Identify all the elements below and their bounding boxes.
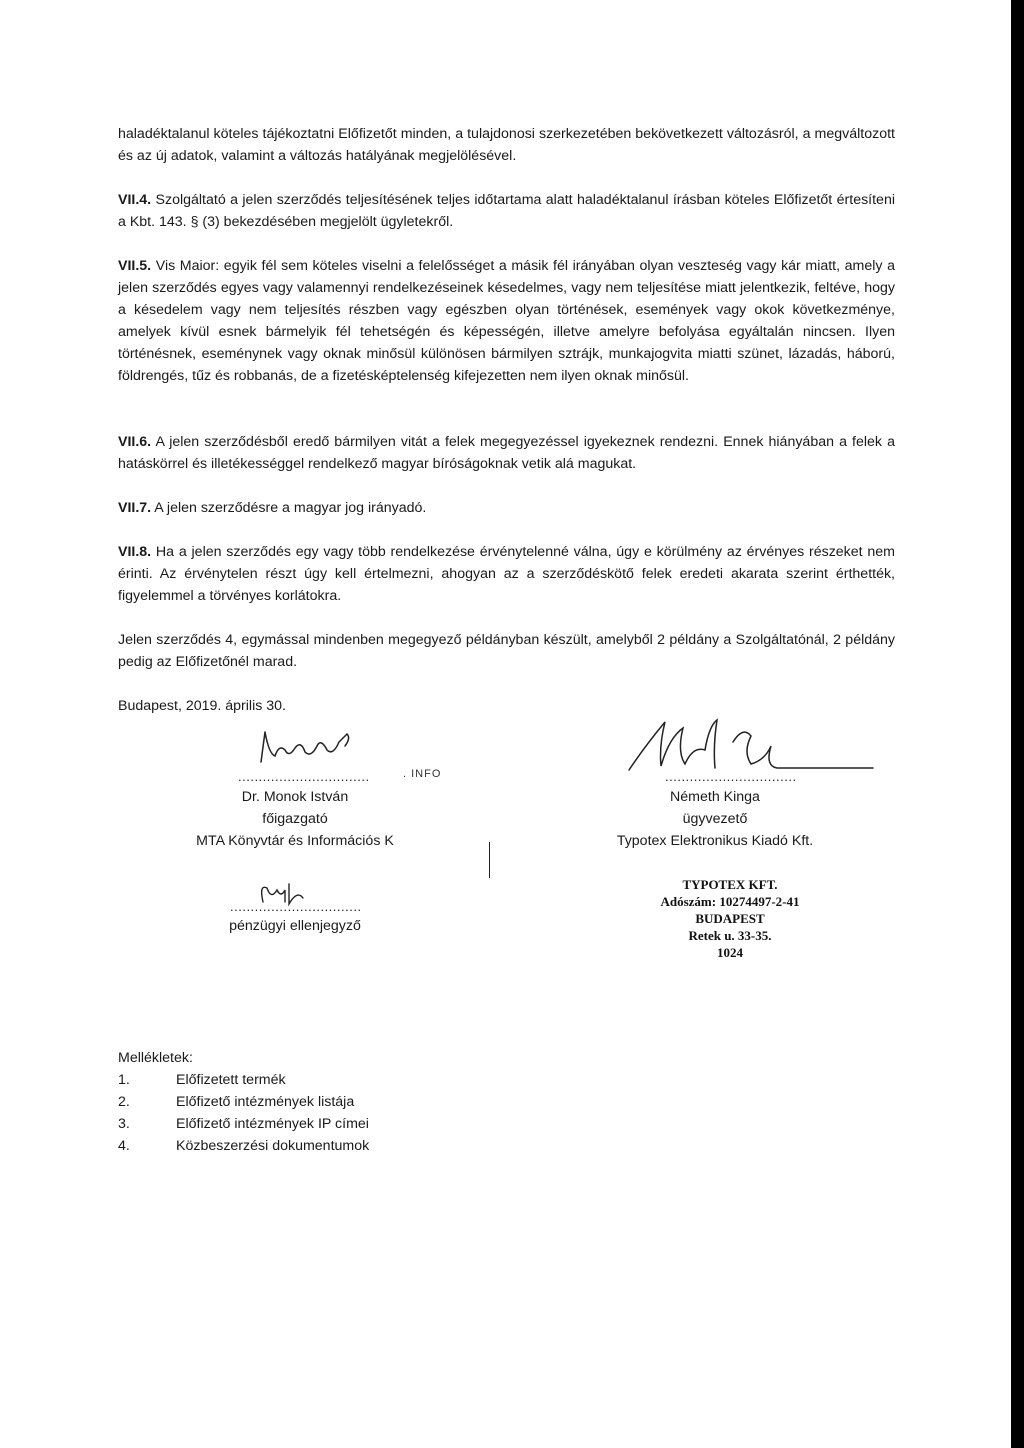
- handwritten-signature-left: [255, 728, 365, 768]
- signatory-name: Dr. Monok István: [241, 789, 349, 805]
- company-stamp: [640, 876, 820, 961]
- signature-line-left: ................................: [238, 769, 370, 784]
- place-date: Budapest, 2019. április 30.: [118, 698, 286, 714]
- handwritten-signature-right: [625, 716, 875, 776]
- clause-number: VII.6.: [118, 434, 152, 450]
- paragraph-text: A jelen szerződésre a magyar jog irányadó.: [154, 500, 427, 516]
- stamp-tax-number: Adószám: 10274497-2-41: [660, 894, 800, 909]
- paragraph-vii-5: [118, 255, 895, 387]
- list-item-number: 2.: [118, 1094, 130, 1110]
- stray-mark: [489, 842, 490, 878]
- finance-countersign: [170, 915, 420, 937]
- signatory-role: pénzügyi ellenjegyző: [229, 918, 361, 934]
- paragraph-vii-6: [118, 431, 895, 475]
- paragraph-text: Jelen szerződés 4, egymással mindenben megegyező példányban készült, amelyből 2 példány a Szolgáltatónál, 2 példány pedig az Előfizetőnél marad.: [118, 632, 895, 670]
- signature-line-finance: ................................: [230, 899, 362, 914]
- paragraph-text: Ha a jelen szerződés egy vagy több rendelkezése érvénytelenné válna, úgy e körülmény az érvényes részeket nem érinti. Az érvénytelen részt úgy kell értelmezni, ahogyan az a szerződéskötő felek eredeti akarata szerint érthették, figyelemmel a törvényes korlátokra.: [118, 544, 895, 604]
- paragraph-vii-7: [118, 497, 895, 519]
- list-item: [118, 1113, 369, 1135]
- list-item-number: 3.: [118, 1116, 130, 1132]
- list-item: [118, 1069, 369, 1091]
- signature-line-right: ................................: [665, 769, 797, 784]
- stamp-street: Retek u. 33-35.: [688, 928, 772, 943]
- paragraph-vii-4: [118, 189, 895, 233]
- list-item-label: Közbeszerzési dokumentumok: [176, 1138, 370, 1154]
- paragraph-vii-8: [118, 541, 895, 607]
- list-item-label: Előfizetett termék: [176, 1072, 286, 1088]
- signatory-organization: MTA Könyvtár és Információs K: [196, 833, 394, 849]
- signatory-organization: Typotex Elektronikus Kiadó Kft.: [616, 833, 814, 849]
- clause-number: VII.7.: [118, 500, 152, 516]
- annex-list: [118, 1047, 369, 1157]
- signatory-role: főigazgató: [262, 811, 328, 827]
- paragraph-text: haladéktalanul köteles tájékoztatni Előfizetőt minden, a tulajdonosi szerkezetében bekövetkezett változásról, a megváltozott és az új adatok, valamint a változás hatályának megjelölésével.: [118, 126, 895, 164]
- paragraph-text: A jelen szerződésből eredő bármilyen vitát a felek megegyezéssel igyekeznek rendezni. Ennek hiányában a felek a hatáskörrel és illetékességgel rendelkező magyar bíróságoknak vetik alá magukat.: [118, 434, 895, 472]
- annex-heading: Mellékletek:: [118, 1050, 193, 1066]
- paragraph-copies: [118, 629, 895, 673]
- signatory-role: ügyvezető: [682, 811, 748, 827]
- list-item-number: 1.: [118, 1072, 130, 1088]
- list-item-label: Előfizető intézmények IP címei: [176, 1116, 369, 1132]
- stamp-postcode: 1024: [717, 945, 743, 960]
- clause-number: VII.4.: [118, 192, 152, 208]
- stamp-company-name: TYPOTEX KFT.: [682, 877, 778, 892]
- signatory-left: [170, 786, 420, 852]
- paragraph-text: Szolgáltató a jelen szerződés teljesítésének teljes időtartama alatt haladéktalanul írásban köteles Előfizetőt értesíteni a Kbt. 143. § (3) bekezdésében megjelölt ügyletekről.: [118, 192, 895, 230]
- paragraph-continuation: [118, 123, 895, 167]
- list-item-label: Előfizető intézmények listája: [176, 1094, 355, 1110]
- stamp-fragment-info: . INFO: [403, 768, 442, 780]
- list-item: [118, 1091, 369, 1113]
- clause-number: VII.8.: [118, 544, 152, 560]
- clause-number: VII.5.: [118, 258, 152, 274]
- stamp-city: BUDAPEST: [695, 911, 765, 926]
- signatory-name: Németh Kinga: [670, 789, 760, 805]
- list-item-number: 4.: [118, 1138, 130, 1154]
- paragraph-text: Vis Maior: egyik fél sem köteles viselni a felelősséget a másik fél irányában olyan veszteség vagy kár miatt, amely a jelen szerződés egyes vagy valamennyi rendelkezéseinek késedelmes, vagy nem teljesítése miatt jelentkezik, feltéve, hogy a késedelem vagy nem teljesítés részben vagy egészben olyan történések, események vagy okok következménye, amelyek kívül esnek bármelyik fél tehetségén és képességén, illetve amelyre befolyása egyáltalán nincsen. Ilyen történésnek, eseménynek vagy oknak minősül különösen bármilyen sztrájk, munkajogvita miatti szünet, lázadás, háború, földrengés, tűz és robbanás, de a fizetésképtelenség kifejezetten nem ilyen oknak minősül.: [118, 258, 895, 384]
- signatory-right: [590, 786, 840, 852]
- list-item: [118, 1135, 369, 1157]
